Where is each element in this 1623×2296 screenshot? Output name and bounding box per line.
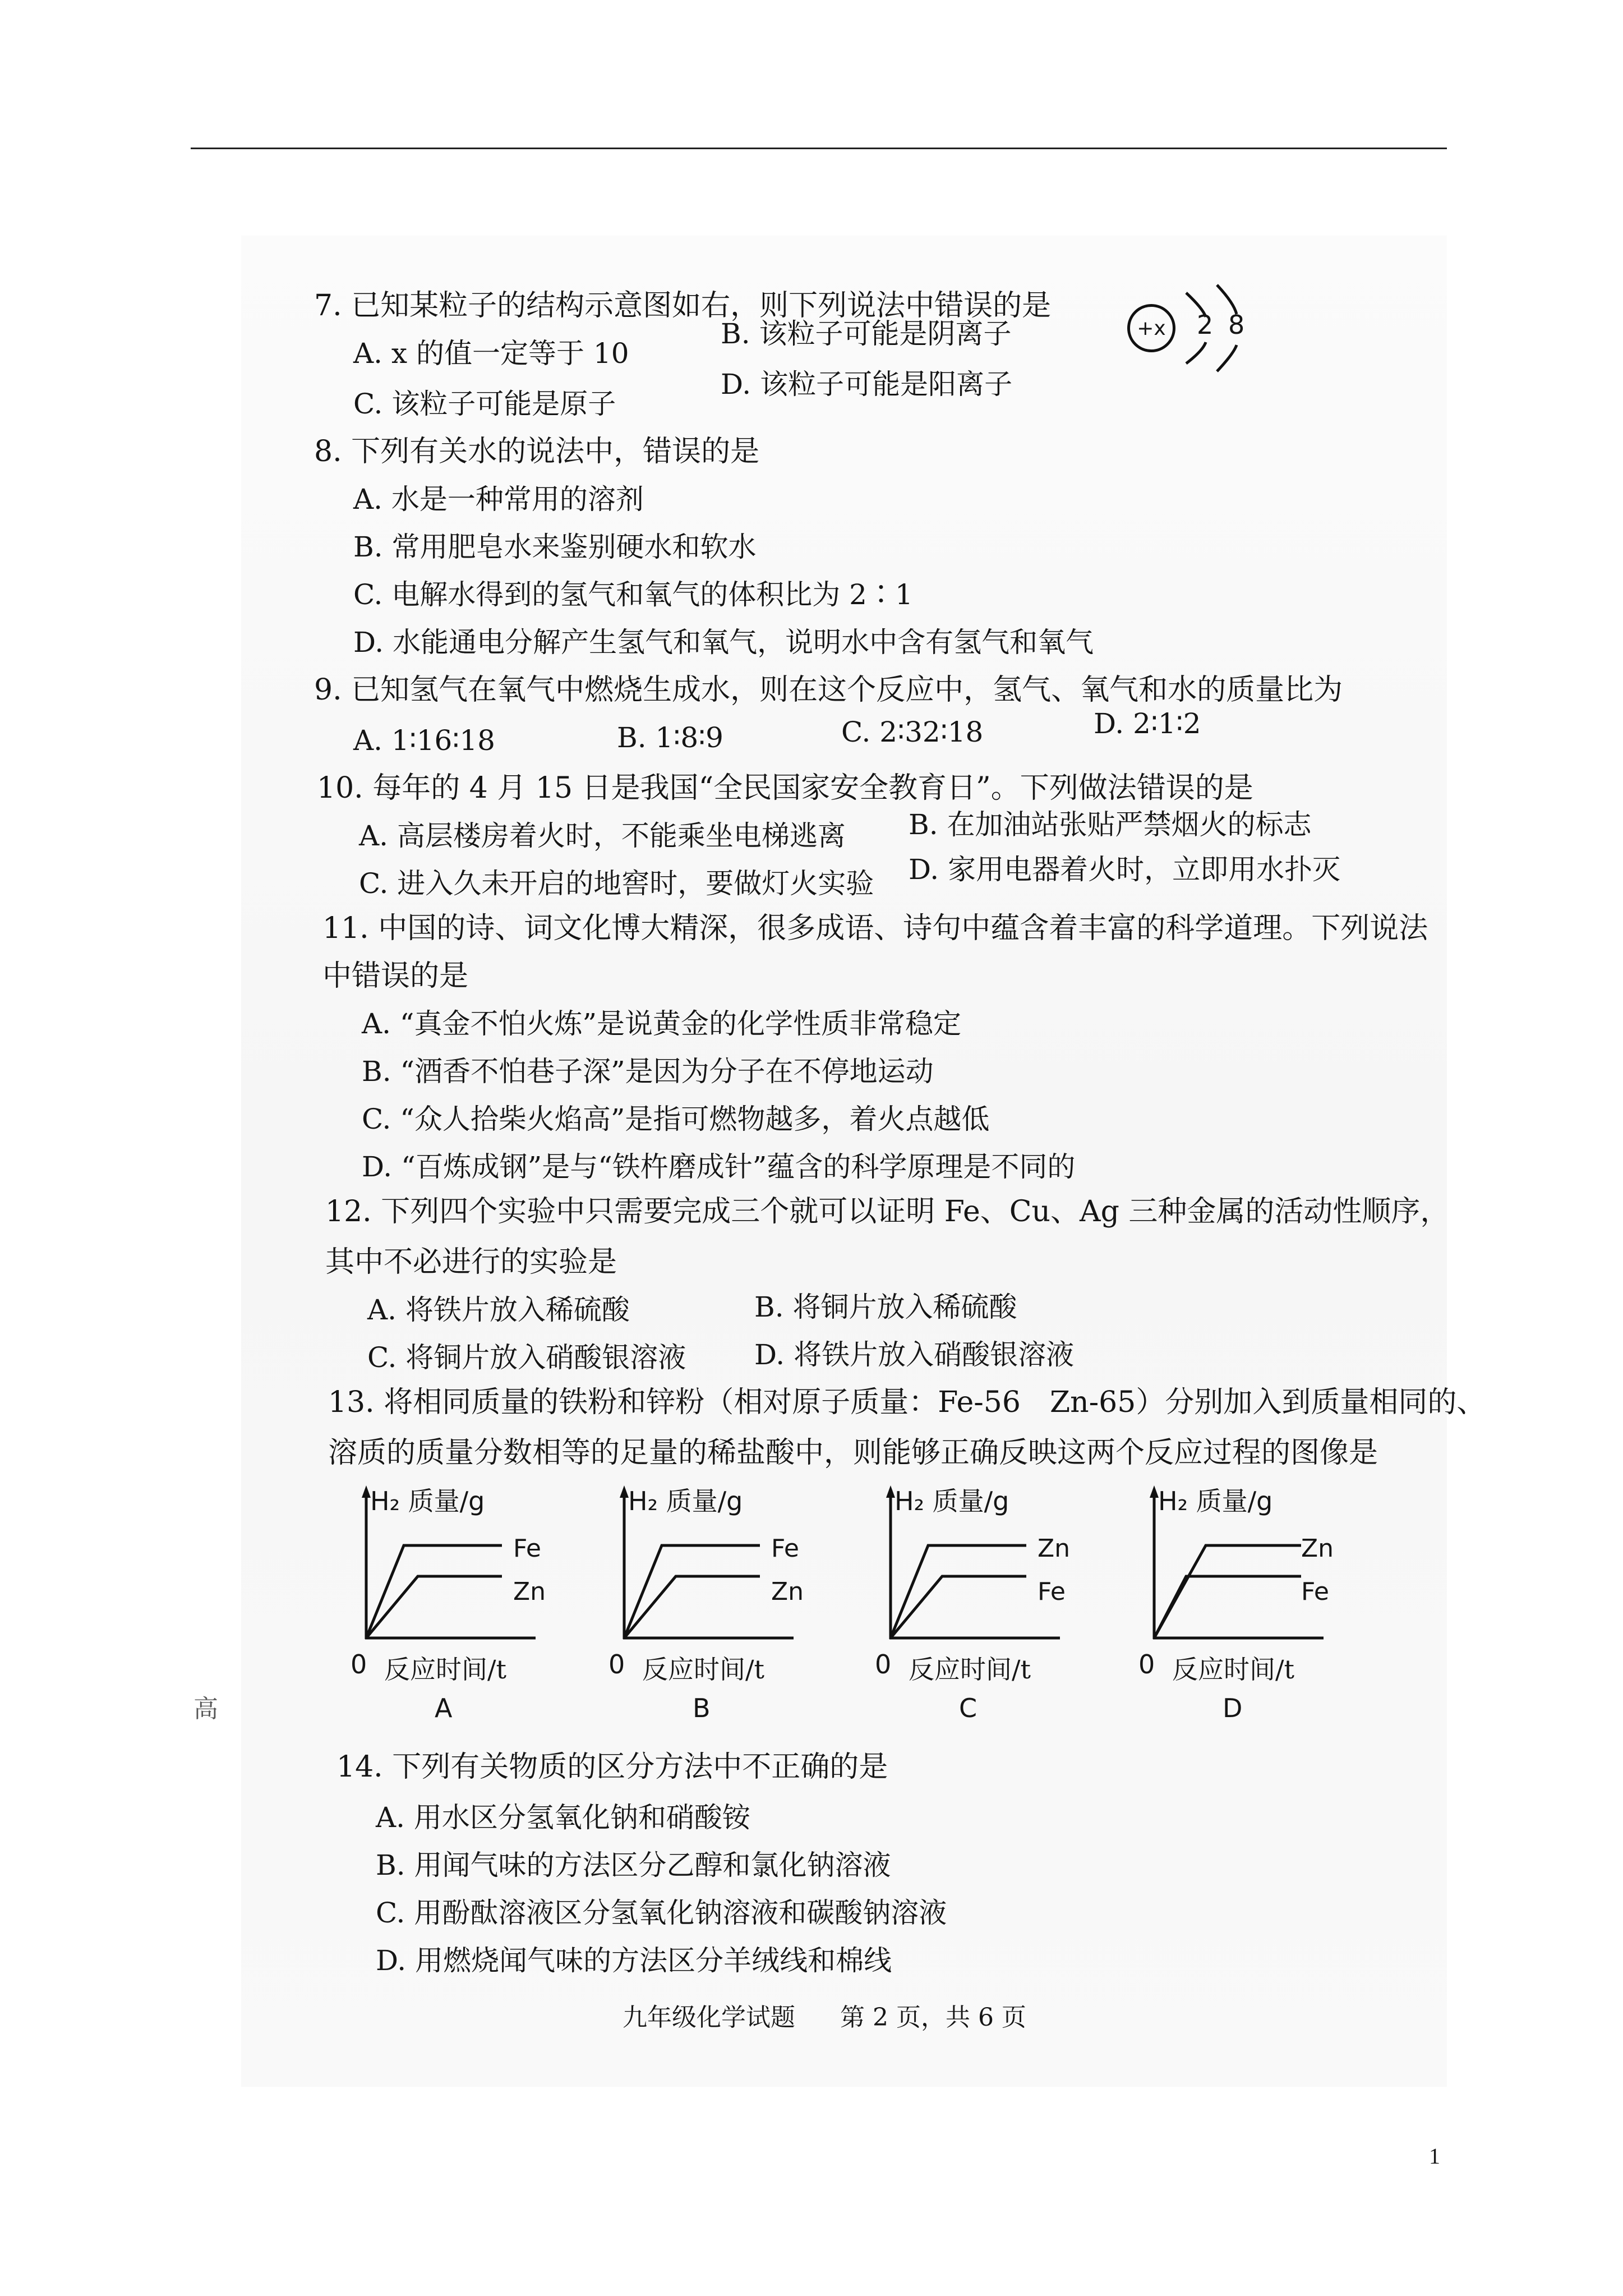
y-axis-label: H₂ 质量/g — [1158, 1486, 1273, 1516]
q13-graph-c — [875, 1481, 1110, 1723]
origin-label: 0 — [875, 1649, 892, 1680]
origin-label: 0 — [608, 1649, 625, 1680]
q14-option-b: B. 用闻气味的方法区分乙醇和氯化钠溶液 — [376, 1849, 891, 1881]
x-axis-label: 反应时间/t — [1172, 1654, 1294, 1685]
y-axis-label: H₂ 质量/g — [895, 1486, 1009, 1516]
q10-stem: 10. 每年的 4 月 15 日是我国“全民国家安全教育日”。下列做法错误的是 — [317, 771, 1253, 805]
q8-option-c: C. 电解水得到的氢气和氧气的体积比为 2∶1 — [353, 578, 913, 611]
q12-stem-line-2: 其中不必进行的实验是 — [325, 1245, 617, 1279]
q8-option-a: A. 水是一种常用的溶剂 — [353, 483, 644, 516]
footer-page: 第 2 页，共 6 页 — [840, 2003, 1026, 2032]
q13-stem-line-1: 13. 将相同质量的铁粉和锌粉（相对原子质量：Fe-56 Zn-65）分别加入到质量相同的、 — [328, 1386, 1486, 1419]
curve-lower — [1154, 1576, 1301, 1638]
q10-option-d: D. 家用电器着火时，立即用水扑灭 — [909, 853, 1341, 886]
curve-label-lower: Fe — [1301, 1577, 1329, 1606]
q12-option-d: D. 将铁片放入硝酸银溶液 — [754, 1338, 1075, 1371]
q11-option-c: C. “众人拾柴火焰高”是指可燃物越多，着火点越低 — [362, 1103, 990, 1135]
y-axis-label: H₂ 质量/g — [628, 1486, 743, 1516]
q11-stem-line-2: 中错误的是 — [322, 959, 469, 993]
curve-label-upper: Zn — [1301, 1534, 1334, 1563]
q14-option-c: C. 用酚酞溶液区分氢氧化钠溶液和碳酸钠溶液 — [376, 1897, 947, 1929]
atom-shell-2-electrons: 8 — [1228, 310, 1245, 340]
q7-stem: 7. 已知某粒子的结构示意图如右，则下列说法中错误的是 — [314, 289, 1052, 323]
graph-caption: A — [435, 1693, 453, 1723]
page-footer — [623, 1997, 1026, 2033]
q10-option-a: A. 高层楼房着火时，不能乘坐电梯逃离 — [359, 820, 846, 852]
q13-graph-b — [608, 1481, 844, 1723]
q12-option-b: B. 将铜片放入稀硫酸 — [754, 1291, 1017, 1323]
q11-option-a: A. “真金不怕火炼”是说黄金的化学性质非常稳定 — [362, 1007, 962, 1040]
curve-label-lower: Fe — [1038, 1577, 1066, 1606]
curve-upper — [891, 1545, 1026, 1638]
origin-label: 0 — [351, 1649, 367, 1680]
y-axis-label: H₂ 质量/g — [370, 1486, 485, 1516]
q13-graph-d — [1138, 1481, 1374, 1723]
q14-stem: 14. 下列有关物质的区分方法中不正确的是 — [336, 1750, 888, 1784]
origin-label: 0 — [1138, 1649, 1155, 1680]
top-rule — [191, 148, 1447, 149]
curve-label-upper: Fe — [513, 1534, 541, 1563]
q12-option-a: A. 将铁片放入稀硫酸 — [367, 1294, 630, 1326]
atom-nucleus: +x — [1127, 304, 1175, 352]
curve-upper — [1154, 1545, 1301, 1638]
q9-option-b: B. 1∶8∶9 — [617, 721, 723, 754]
q11-option-d: D. “百炼成钢”是与“铁杵磨成针”蕴含的科学原理是不同的 — [362, 1151, 1076, 1183]
curve-label-upper: Fe — [771, 1534, 799, 1563]
q7-option-c: C. 该粒子可能是原子 — [353, 388, 616, 420]
q10-option-c: C. 进入久未开启的地窖时，要做灯火实验 — [359, 867, 874, 900]
q10-option-b: B. 在加油站张贴严禁烟火的标志 — [909, 808, 1312, 841]
q11-option-b: B. “酒香不怕巷子深”是因为分子在不停地运动 — [362, 1055, 934, 1088]
q12-stem-line-1: 12. 下列四个实验中只需要完成三个就可以证明 Fe、Cu、Ag 三种金属的活动性顺序， — [325, 1195, 1450, 1228]
graph-caption: C — [959, 1693, 978, 1723]
q9-option-d: D. 2∶1∶2 — [1094, 707, 1201, 740]
q8-option-d: D. 水能通电分解产生氢气和氧气，说明水中含有氢气和氧气 — [353, 626, 1094, 659]
curve-upper — [624, 1545, 760, 1638]
curve-label-upper: Zn — [1038, 1534, 1071, 1563]
q12-option-c: C. 将铜片放入硝酸银溶液 — [367, 1341, 686, 1374]
curve-label-lower: Zn — [513, 1577, 546, 1606]
margin-mark: 高 — [193, 1695, 218, 1723]
curve-label-lower: Zn — [771, 1577, 804, 1606]
q7-option-a: A. x 的值一定等于 10 — [353, 337, 629, 370]
x-axis-label: 反应时间/t — [909, 1654, 1031, 1685]
q8-stem: 8. 下列有关水的说法中，错误的是 — [314, 435, 760, 468]
q11-stem-line-1: 11. 中国的诗、词文化博大精深，很多成语、诗句中蕴含着丰富的科学道理。下列说法 — [322, 912, 1428, 945]
footer-subject: 九年级化学试题 — [623, 2003, 795, 2032]
q14-option-d: D. 用燃烧闻气味的方法区分羊绒线和棉线 — [376, 1944, 892, 1977]
q13-stem-line-2: 溶质的质量分数相等的足量的稀盐酸中，则能够正确反映这两个反应过程的图像是 — [328, 1436, 1378, 1470]
q9-stem: 9. 已知氢气在氧气中燃烧生成水，则在这个反应中，氢气、氧气和水的质量比为 — [314, 673, 1343, 707]
q9-option-a: A. 1∶16∶18 — [353, 724, 495, 757]
q14-option-a: A. 用水区分氢氧化钠和硝酸铵 — [376, 1801, 750, 1834]
graph-caption: B — [693, 1693, 711, 1723]
q13-graph-a — [351, 1481, 586, 1723]
atom-shell-1-electrons: 2 — [1197, 310, 1214, 340]
atom-structure-diagram — [1127, 280, 1251, 376]
q7-option-d: D. 该粒子可能是阳离子 — [721, 368, 1013, 401]
page-number: 1 — [1429, 2143, 1440, 2169]
q9-option-c: C. 2∶32∶18 — [841, 716, 984, 748]
graph-caption: D — [1223, 1693, 1243, 1723]
curve-upper — [366, 1545, 502, 1638]
x-axis-label: 反应时间/t — [384, 1654, 506, 1685]
q7-option-b: B. 该粒子可能是阴离子 — [721, 318, 1012, 350]
x-axis-label: 反应时间/t — [642, 1654, 764, 1685]
q8-option-b: B. 常用肥皂水来鉴别硬水和软水 — [353, 531, 757, 563]
